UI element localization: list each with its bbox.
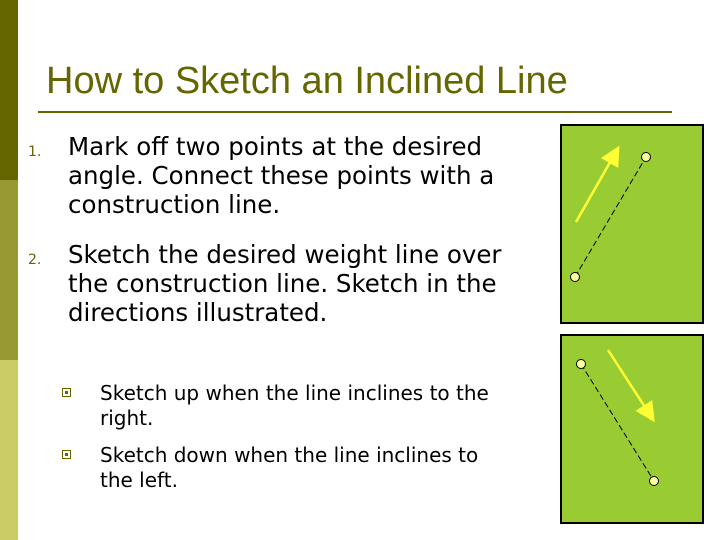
point-icon bbox=[642, 153, 651, 162]
arrow-icon bbox=[608, 350, 652, 418]
step-number: 1. bbox=[28, 144, 42, 160]
step-number: 2. bbox=[28, 252, 42, 268]
arrow-icon bbox=[576, 150, 617, 222]
step-text: Mark off two points at the desired angle. Connect these points with a construction line. bbox=[68, 132, 495, 219]
construction-line bbox=[575, 157, 646, 277]
page-title: How to Sketch an Inclined Line bbox=[46, 60, 568, 102]
point-icon bbox=[577, 360, 586, 369]
construction-line bbox=[581, 364, 654, 481]
point-icon bbox=[650, 477, 659, 486]
bullet-text: Sketch up when the line inclines to the right. bbox=[100, 381, 489, 430]
point-icon bbox=[571, 273, 580, 282]
bullet-text: Sketch down when the line inclines to the left. bbox=[100, 443, 479, 492]
step-text: Sketch the desired weight line over the construction line. Sketch in the directions illustrated. bbox=[68, 240, 502, 327]
